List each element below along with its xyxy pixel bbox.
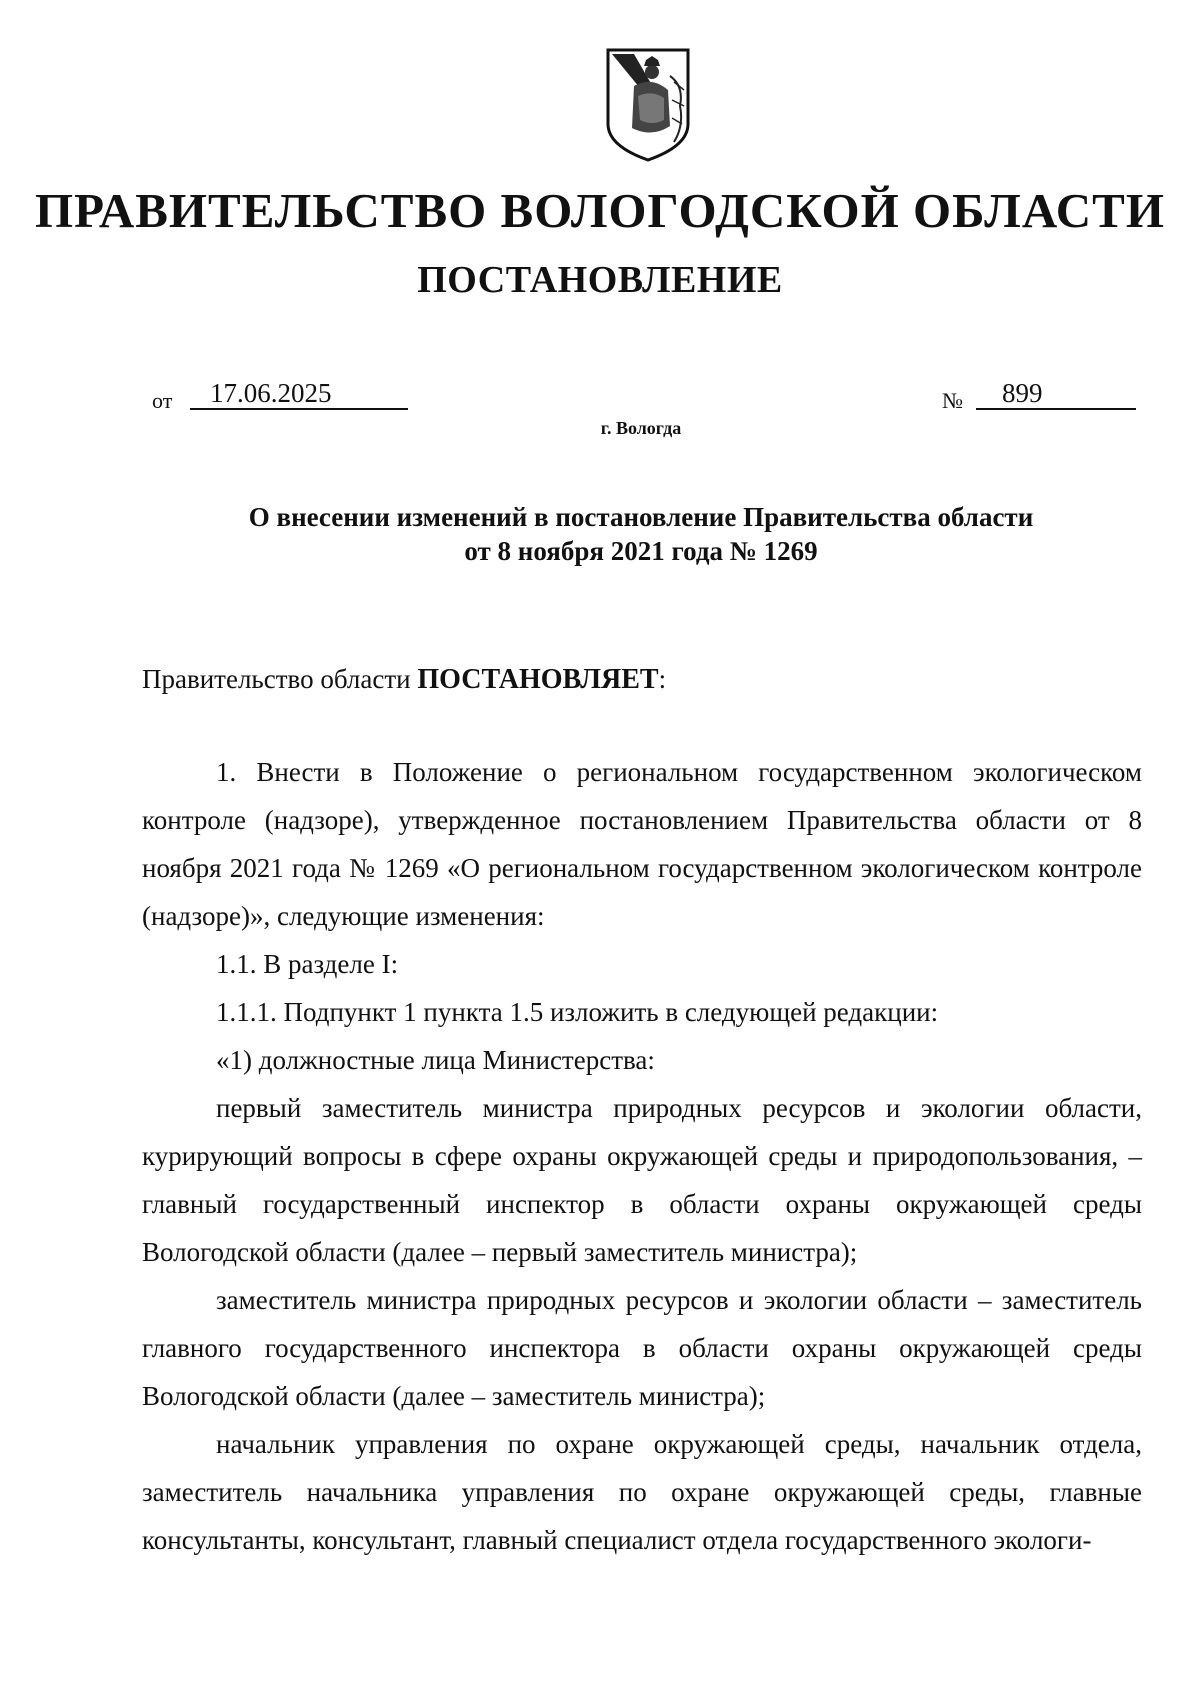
- coat-of-arms-icon: [604, 46, 692, 164]
- preamble-text: Правительство области: [142, 664, 411, 694]
- org-title: ПРАВИТЕЛЬСТВО ВОЛОГОДСКОЙ ОБЛАСТИ: [35, 183, 1165, 238]
- paragraph: 1. Внести в Положение о региональном государственном экологическом контроле (надзоре), утвержденное постановлением Правительства области от 8 ноября 2021 года № 1269 «О региональном государственном экологическом контроле (надзоре)», следующие изменения:: [142, 757, 1142, 931]
- document-date: 17.06.2025: [190, 378, 408, 410]
- document-subject: [0, 500, 1200, 568]
- subject-line: О внесении изменений в постановление Правительства области: [248, 502, 1034, 532]
- document-body: [142, 655, 1142, 1564]
- paragraph: заместитель министра природных ресурсов и экологии области – заместитель главного государственного инспектора в области охраны окружающей среды Вологодской области (далее – заместитель министра);: [142, 1285, 1142, 1411]
- paragraph: «1) должностные лица Министерства:: [216, 1045, 655, 1075]
- preamble: [142, 655, 1142, 704]
- paragraph: 1.1.1. Подпункт 1 пункта 1.5 изложить в следующей редакции:: [216, 997, 939, 1027]
- city: г. Вологда: [600, 418, 682, 438]
- number-label: №: [942, 388, 963, 413]
- paragraph: начальник управления по охране окружающей среды, начальник отдела, заместитель начальника управления по охране окружающей среды, главные консультанты, консультант, главный специалист отдела государственного экологи-: [142, 1429, 1142, 1555]
- date-row: [152, 378, 332, 415]
- subject-line: от 8 ноября 2021 года № 1269: [464, 536, 818, 566]
- paragraph: первый заместитель министра природных ресурсов и экологии области, курирующий вопросы в сфере охраны окружающей среды и природопользования, – главный государственный инспектор в области охраны окружающей среды Вологодской области (далее – первый заместитель министра);: [142, 1093, 1142, 1267]
- preamble-bold: ПОСТАНОВЛЯЕТ: [417, 664, 659, 695]
- paragraph: 1.1. В разделе I:: [216, 949, 399, 979]
- number-row: [942, 378, 1043, 414]
- document-type: ПОСТАНОВЛЕНИЕ: [417, 259, 783, 301]
- document-number: 899: [976, 378, 1136, 410]
- date-label: от: [152, 388, 173, 413]
- preamble-end: :: [658, 664, 667, 694]
